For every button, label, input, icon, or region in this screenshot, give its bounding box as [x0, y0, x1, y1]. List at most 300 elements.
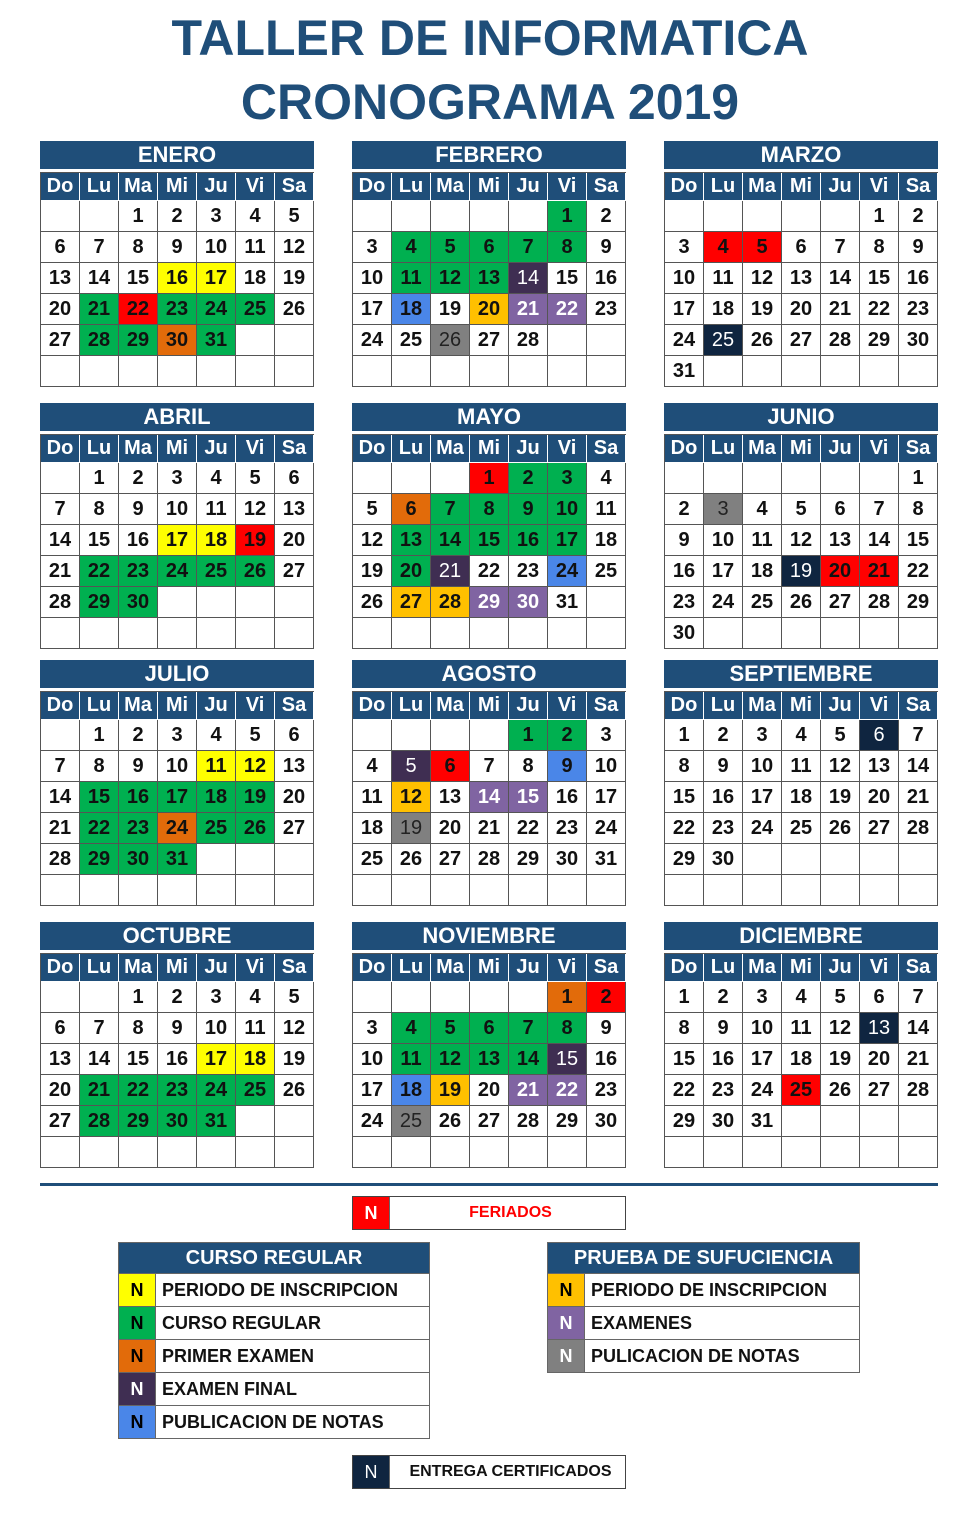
day-cell: 13 — [41, 1044, 80, 1075]
day-cell: 27 — [470, 1106, 509, 1137]
day-cell: 5 — [236, 720, 275, 751]
day-cell: 8 — [665, 1013, 704, 1044]
day-cell: 17 — [743, 782, 782, 813]
weekday-header: Ma — [743, 692, 782, 720]
day-cell: 3 — [587, 720, 626, 751]
day-cell: 6 — [782, 232, 821, 263]
day-cell: 9 — [548, 751, 587, 782]
day-cell: 4 — [353, 751, 392, 782]
weekday-header: Lu — [80, 692, 119, 720]
empty-cell — [470, 982, 509, 1013]
day-cell: 31 — [197, 325, 236, 356]
empty-cell — [197, 844, 236, 875]
legend-row — [119, 1339, 429, 1372]
day-cell: 20 — [41, 294, 80, 325]
empty-cell — [860, 1137, 899, 1168]
day-cell: 1 — [548, 982, 587, 1013]
legend-label: PERIODO DE INSCRIPCION — [162, 1280, 399, 1300]
day-cell: 28 — [509, 325, 548, 356]
day-cell: 7 — [470, 751, 509, 782]
day-cell: 9 — [665, 525, 704, 556]
day-cell: 16 — [587, 1044, 626, 1075]
day-cell: 23 — [548, 813, 587, 844]
empty-cell — [470, 720, 509, 751]
empty-cell — [353, 463, 392, 494]
day-cell: 11 — [197, 751, 236, 782]
empty-cell — [431, 356, 470, 387]
day-cell: 4 — [743, 494, 782, 525]
day-cell: 1 — [860, 201, 899, 232]
empty-cell — [782, 356, 821, 387]
empty-cell — [587, 1137, 626, 1168]
empty-cell — [236, 325, 275, 356]
weekday-header: Vi — [860, 173, 899, 201]
day-cell: 23 — [704, 1075, 743, 1106]
empty-cell — [899, 618, 938, 649]
day-cell: 15 — [509, 782, 548, 813]
day-cell: 28 — [41, 844, 80, 875]
empty-cell — [821, 356, 860, 387]
day-cell: 22 — [548, 294, 587, 325]
day-cell: 20 — [860, 1044, 899, 1075]
day-cell: 1 — [80, 720, 119, 751]
day-cell: 10 — [197, 232, 236, 263]
day-cell: 9 — [119, 494, 158, 525]
day-cell: 24 — [587, 813, 626, 844]
day-cell: 29 — [80, 587, 119, 618]
weekday-header: Ma — [119, 692, 158, 720]
day-cell: 18 — [782, 1044, 821, 1075]
day-cell: 17 — [353, 294, 392, 325]
day-cell: 15 — [665, 782, 704, 813]
empty-cell — [197, 875, 236, 906]
month-agosto — [352, 660, 626, 906]
day-cell: 25 — [782, 813, 821, 844]
day-cell: 12 — [275, 1013, 314, 1044]
day-cell: 22 — [80, 556, 119, 587]
day-cell: 3 — [158, 463, 197, 494]
day-cell: 12 — [392, 782, 431, 813]
day-cell: 3 — [704, 494, 743, 525]
empty-cell — [392, 875, 431, 906]
day-cell: 3 — [197, 982, 236, 1013]
day-cell: 11 — [587, 494, 626, 525]
legend-label: PULICACION DE NOTAS — [591, 1346, 800, 1366]
day-cell: 21 — [899, 1044, 938, 1075]
day-cell: 21 — [80, 1075, 119, 1106]
weekday-header: Ma — [119, 173, 158, 201]
day-cell: 13 — [470, 1044, 509, 1075]
day-cell: 27 — [860, 813, 899, 844]
month-octubre — [40, 922, 314, 1168]
day-cell: 18 — [236, 1044, 275, 1075]
empty-cell — [548, 1137, 587, 1168]
empty-cell — [470, 201, 509, 232]
weekday-header: Ju — [821, 173, 860, 201]
day-cell: 6 — [392, 494, 431, 525]
legend-certificados-swatch: N — [353, 1456, 390, 1488]
empty-cell — [236, 618, 275, 649]
empty-cell — [275, 1137, 314, 1168]
day-cell: 22 — [665, 1075, 704, 1106]
day-cell: 15 — [119, 1044, 158, 1075]
empty-cell — [860, 356, 899, 387]
day-cell: 6 — [41, 232, 80, 263]
day-cell: 14 — [509, 1044, 548, 1075]
empty-cell — [587, 356, 626, 387]
empty-cell — [80, 618, 119, 649]
empty-cell — [275, 875, 314, 906]
day-cell: 4 — [392, 232, 431, 263]
day-cell: 8 — [665, 751, 704, 782]
empty-cell — [158, 356, 197, 387]
legend-curso-regular — [118, 1242, 430, 1439]
day-cell: 10 — [197, 1013, 236, 1044]
day-cell: 30 — [704, 1106, 743, 1137]
day-cell: 24 — [197, 1075, 236, 1106]
weekday-header: Sa — [587, 954, 626, 982]
day-cell: 16 — [665, 556, 704, 587]
day-cell: 1 — [665, 720, 704, 751]
day-cell: 26 — [353, 587, 392, 618]
month-febrero — [352, 141, 626, 387]
day-cell: 16 — [119, 525, 158, 556]
day-cell: 20 — [821, 556, 860, 587]
empty-cell — [236, 1106, 275, 1137]
day-cell: 2 — [119, 463, 158, 494]
month-noviembre — [352, 922, 626, 1168]
day-cell: 14 — [470, 782, 509, 813]
weekday-header: Mi — [470, 954, 509, 982]
empty-cell — [353, 618, 392, 649]
empty-cell — [587, 875, 626, 906]
empty-cell — [860, 844, 899, 875]
day-cell: 28 — [431, 587, 470, 618]
day-cell: 31 — [665, 356, 704, 387]
weekday-header: Lu — [80, 435, 119, 463]
day-cell: 11 — [236, 1013, 275, 1044]
weekday-header: Do — [41, 692, 80, 720]
day-cell: 5 — [392, 751, 431, 782]
day-cell: 5 — [431, 232, 470, 263]
day-cell: 31 — [158, 844, 197, 875]
day-cell: 15 — [470, 525, 509, 556]
day-cell: 24 — [743, 813, 782, 844]
weekday-header: Ju — [821, 954, 860, 982]
day-cell: 21 — [41, 813, 80, 844]
empty-cell — [80, 356, 119, 387]
empty-cell — [782, 1137, 821, 1168]
day-cell: 21 — [41, 556, 80, 587]
day-cell: 19 — [431, 294, 470, 325]
day-cell: 13 — [860, 751, 899, 782]
empty-cell — [665, 463, 704, 494]
day-cell: 19 — [275, 263, 314, 294]
day-cell: 3 — [548, 463, 587, 494]
day-cell: 24 — [704, 587, 743, 618]
day-cell: 16 — [548, 782, 587, 813]
day-cell: 21 — [509, 294, 548, 325]
day-cell: 20 — [470, 1075, 509, 1106]
empty-cell — [431, 201, 470, 232]
day-cell: 23 — [665, 587, 704, 618]
day-cell: 1 — [470, 463, 509, 494]
day-cell: 13 — [431, 782, 470, 813]
divider — [40, 1183, 938, 1186]
day-cell: 19 — [782, 556, 821, 587]
day-cell: 20 — [470, 294, 509, 325]
empty-cell — [509, 875, 548, 906]
empty-cell — [119, 618, 158, 649]
legend-swatch: N — [119, 1307, 156, 1339]
day-cell: 30 — [548, 844, 587, 875]
day-cell: 29 — [509, 844, 548, 875]
day-cell: 23 — [899, 294, 938, 325]
day-cell: 14 — [821, 263, 860, 294]
day-cell: 19 — [236, 525, 275, 556]
legend-prueba-title: PRUEBA DE SUFUCIENCIA — [548, 1243, 859, 1273]
empty-cell — [665, 201, 704, 232]
day-cell: 13 — [41, 263, 80, 294]
day-cell: 23 — [587, 294, 626, 325]
day-cell: 17 — [704, 556, 743, 587]
empty-cell — [548, 356, 587, 387]
day-cell: 30 — [704, 844, 743, 875]
day-cell: 8 — [80, 494, 119, 525]
empty-cell — [119, 875, 158, 906]
day-cell: 29 — [80, 844, 119, 875]
month-days-grid — [352, 434, 626, 649]
empty-cell — [470, 875, 509, 906]
day-cell: 2 — [665, 494, 704, 525]
empty-cell — [41, 875, 80, 906]
day-cell: 3 — [353, 232, 392, 263]
day-cell: 12 — [431, 1044, 470, 1075]
weekday-header: Ju — [509, 435, 548, 463]
empty-cell — [821, 1137, 860, 1168]
day-cell: 28 — [41, 587, 80, 618]
empty-cell — [743, 618, 782, 649]
day-cell: 4 — [197, 463, 236, 494]
day-cell: 29 — [548, 1106, 587, 1137]
day-cell: 25 — [743, 587, 782, 618]
day-cell: 5 — [275, 201, 314, 232]
empty-cell — [431, 1137, 470, 1168]
legend-swatch: N — [119, 1340, 156, 1372]
day-cell: 15 — [548, 1044, 587, 1075]
day-cell: 2 — [119, 720, 158, 751]
day-cell: 28 — [509, 1106, 548, 1137]
empty-cell — [743, 356, 782, 387]
day-cell: 1 — [899, 463, 938, 494]
day-cell: 18 — [704, 294, 743, 325]
weekday-header: Vi — [236, 954, 275, 982]
day-cell: 31 — [587, 844, 626, 875]
weekday-header: Ma — [743, 954, 782, 982]
weekday-header: Vi — [860, 692, 899, 720]
day-cell: 29 — [860, 325, 899, 356]
day-cell: 3 — [353, 1013, 392, 1044]
month-title: FEBRERO — [352, 141, 626, 169]
weekday-header: Do — [665, 954, 704, 982]
day-cell: 6 — [860, 720, 899, 751]
day-cell: 7 — [41, 494, 80, 525]
month-junio — [664, 403, 938, 649]
day-cell: 8 — [80, 751, 119, 782]
empty-cell — [782, 201, 821, 232]
month-title: MARZO — [664, 141, 938, 169]
day-cell: 12 — [782, 525, 821, 556]
day-cell: 18 — [197, 782, 236, 813]
day-cell: 23 — [119, 556, 158, 587]
weekday-header: Lu — [392, 173, 431, 201]
empty-cell — [431, 982, 470, 1013]
empty-cell — [743, 1137, 782, 1168]
day-cell: 9 — [587, 1013, 626, 1044]
day-cell: 17 — [665, 294, 704, 325]
day-cell: 26 — [431, 1106, 470, 1137]
day-cell: 10 — [587, 751, 626, 782]
day-cell: 10 — [743, 751, 782, 782]
day-cell: 15 — [80, 525, 119, 556]
day-cell: 28 — [80, 325, 119, 356]
day-cell: 16 — [704, 1044, 743, 1075]
day-cell: 8 — [470, 494, 509, 525]
empty-cell — [509, 201, 548, 232]
day-cell: 10 — [353, 1044, 392, 1075]
day-cell: 26 — [782, 587, 821, 618]
month-septiembre — [664, 660, 938, 906]
day-cell: 2 — [704, 982, 743, 1013]
day-cell: 18 — [782, 782, 821, 813]
day-cell: 22 — [509, 813, 548, 844]
day-cell: 8 — [548, 232, 587, 263]
day-cell: 13 — [860, 1013, 899, 1044]
empty-cell — [197, 356, 236, 387]
empty-cell — [236, 1137, 275, 1168]
weekday-header: Do — [665, 173, 704, 201]
day-cell: 9 — [704, 1013, 743, 1044]
day-cell: 12 — [743, 263, 782, 294]
empty-cell — [392, 982, 431, 1013]
day-cell: 16 — [119, 782, 158, 813]
day-cell: 8 — [860, 232, 899, 263]
empty-cell — [275, 356, 314, 387]
day-cell: 11 — [782, 1013, 821, 1044]
day-cell: 2 — [587, 201, 626, 232]
weekday-header: Vi — [860, 954, 899, 982]
empty-cell — [41, 463, 80, 494]
month-days-grid — [664, 691, 938, 906]
month-title: DICIEMBRE — [664, 922, 938, 950]
empty-cell — [431, 463, 470, 494]
empty-cell — [743, 875, 782, 906]
day-cell: 15 — [665, 1044, 704, 1075]
legend-swatch: N — [548, 1340, 585, 1372]
day-cell: 9 — [119, 751, 158, 782]
empty-cell — [782, 1106, 821, 1137]
empty-cell — [782, 618, 821, 649]
empty-cell — [392, 356, 431, 387]
day-cell: 28 — [821, 325, 860, 356]
day-cell: 11 — [743, 525, 782, 556]
day-cell: 10 — [704, 525, 743, 556]
day-cell: 7 — [80, 1013, 119, 1044]
empty-cell — [275, 587, 314, 618]
day-cell: 19 — [353, 556, 392, 587]
day-cell: 10 — [353, 263, 392, 294]
day-cell: 25 — [236, 1075, 275, 1106]
weekday-header: Sa — [275, 435, 314, 463]
day-cell: 24 — [158, 813, 197, 844]
empty-cell — [431, 618, 470, 649]
weekday-header: Ju — [509, 692, 548, 720]
day-cell: 15 — [548, 263, 587, 294]
month-title: MAYO — [352, 403, 626, 431]
day-cell: 24 — [665, 325, 704, 356]
page-title-line2: CRONOGRAMA 2019 — [240, 74, 740, 130]
weekday-header: Mi — [782, 173, 821, 201]
empty-cell — [509, 982, 548, 1013]
day-cell: 11 — [197, 494, 236, 525]
day-cell: 5 — [353, 494, 392, 525]
weekday-header: Do — [665, 435, 704, 463]
day-cell: 18 — [197, 525, 236, 556]
legend-swatch: N — [119, 1274, 156, 1306]
day-cell: 18 — [236, 263, 275, 294]
day-cell: 18 — [353, 813, 392, 844]
day-cell: 27 — [41, 325, 80, 356]
weekday-header: Ma — [431, 435, 470, 463]
day-cell: 16 — [509, 525, 548, 556]
legend-feriados — [352, 1196, 626, 1230]
weekday-header: Mi — [470, 435, 509, 463]
day-cell: 23 — [704, 813, 743, 844]
day-cell: 5 — [821, 982, 860, 1013]
empty-cell — [470, 1137, 509, 1168]
legend-row — [119, 1405, 429, 1438]
day-cell: 25 — [353, 844, 392, 875]
weekday-header: Ju — [197, 435, 236, 463]
day-cell: 22 — [665, 813, 704, 844]
day-cell: 5 — [821, 720, 860, 751]
empty-cell — [353, 982, 392, 1013]
day-cell: 1 — [80, 463, 119, 494]
day-cell: 22 — [860, 294, 899, 325]
day-cell: 6 — [821, 494, 860, 525]
day-cell: 12 — [821, 751, 860, 782]
empty-cell — [431, 875, 470, 906]
weekday-header: Vi — [548, 954, 587, 982]
day-cell: 3 — [743, 720, 782, 751]
weekday-header: Vi — [236, 692, 275, 720]
empty-cell — [353, 875, 392, 906]
weekday-header: Mi — [470, 692, 509, 720]
day-cell: 11 — [704, 263, 743, 294]
empty-cell — [158, 587, 197, 618]
empty-cell — [158, 875, 197, 906]
empty-cell — [665, 1137, 704, 1168]
day-cell: 30 — [158, 325, 197, 356]
day-cell: 22 — [80, 813, 119, 844]
day-cell: 16 — [158, 263, 197, 294]
day-cell: 7 — [509, 232, 548, 263]
weekday-header: Ma — [119, 954, 158, 982]
weekday-header: Ma — [119, 435, 158, 463]
day-cell: 14 — [431, 525, 470, 556]
legend-row — [119, 1273, 429, 1306]
day-cell: 27 — [275, 813, 314, 844]
